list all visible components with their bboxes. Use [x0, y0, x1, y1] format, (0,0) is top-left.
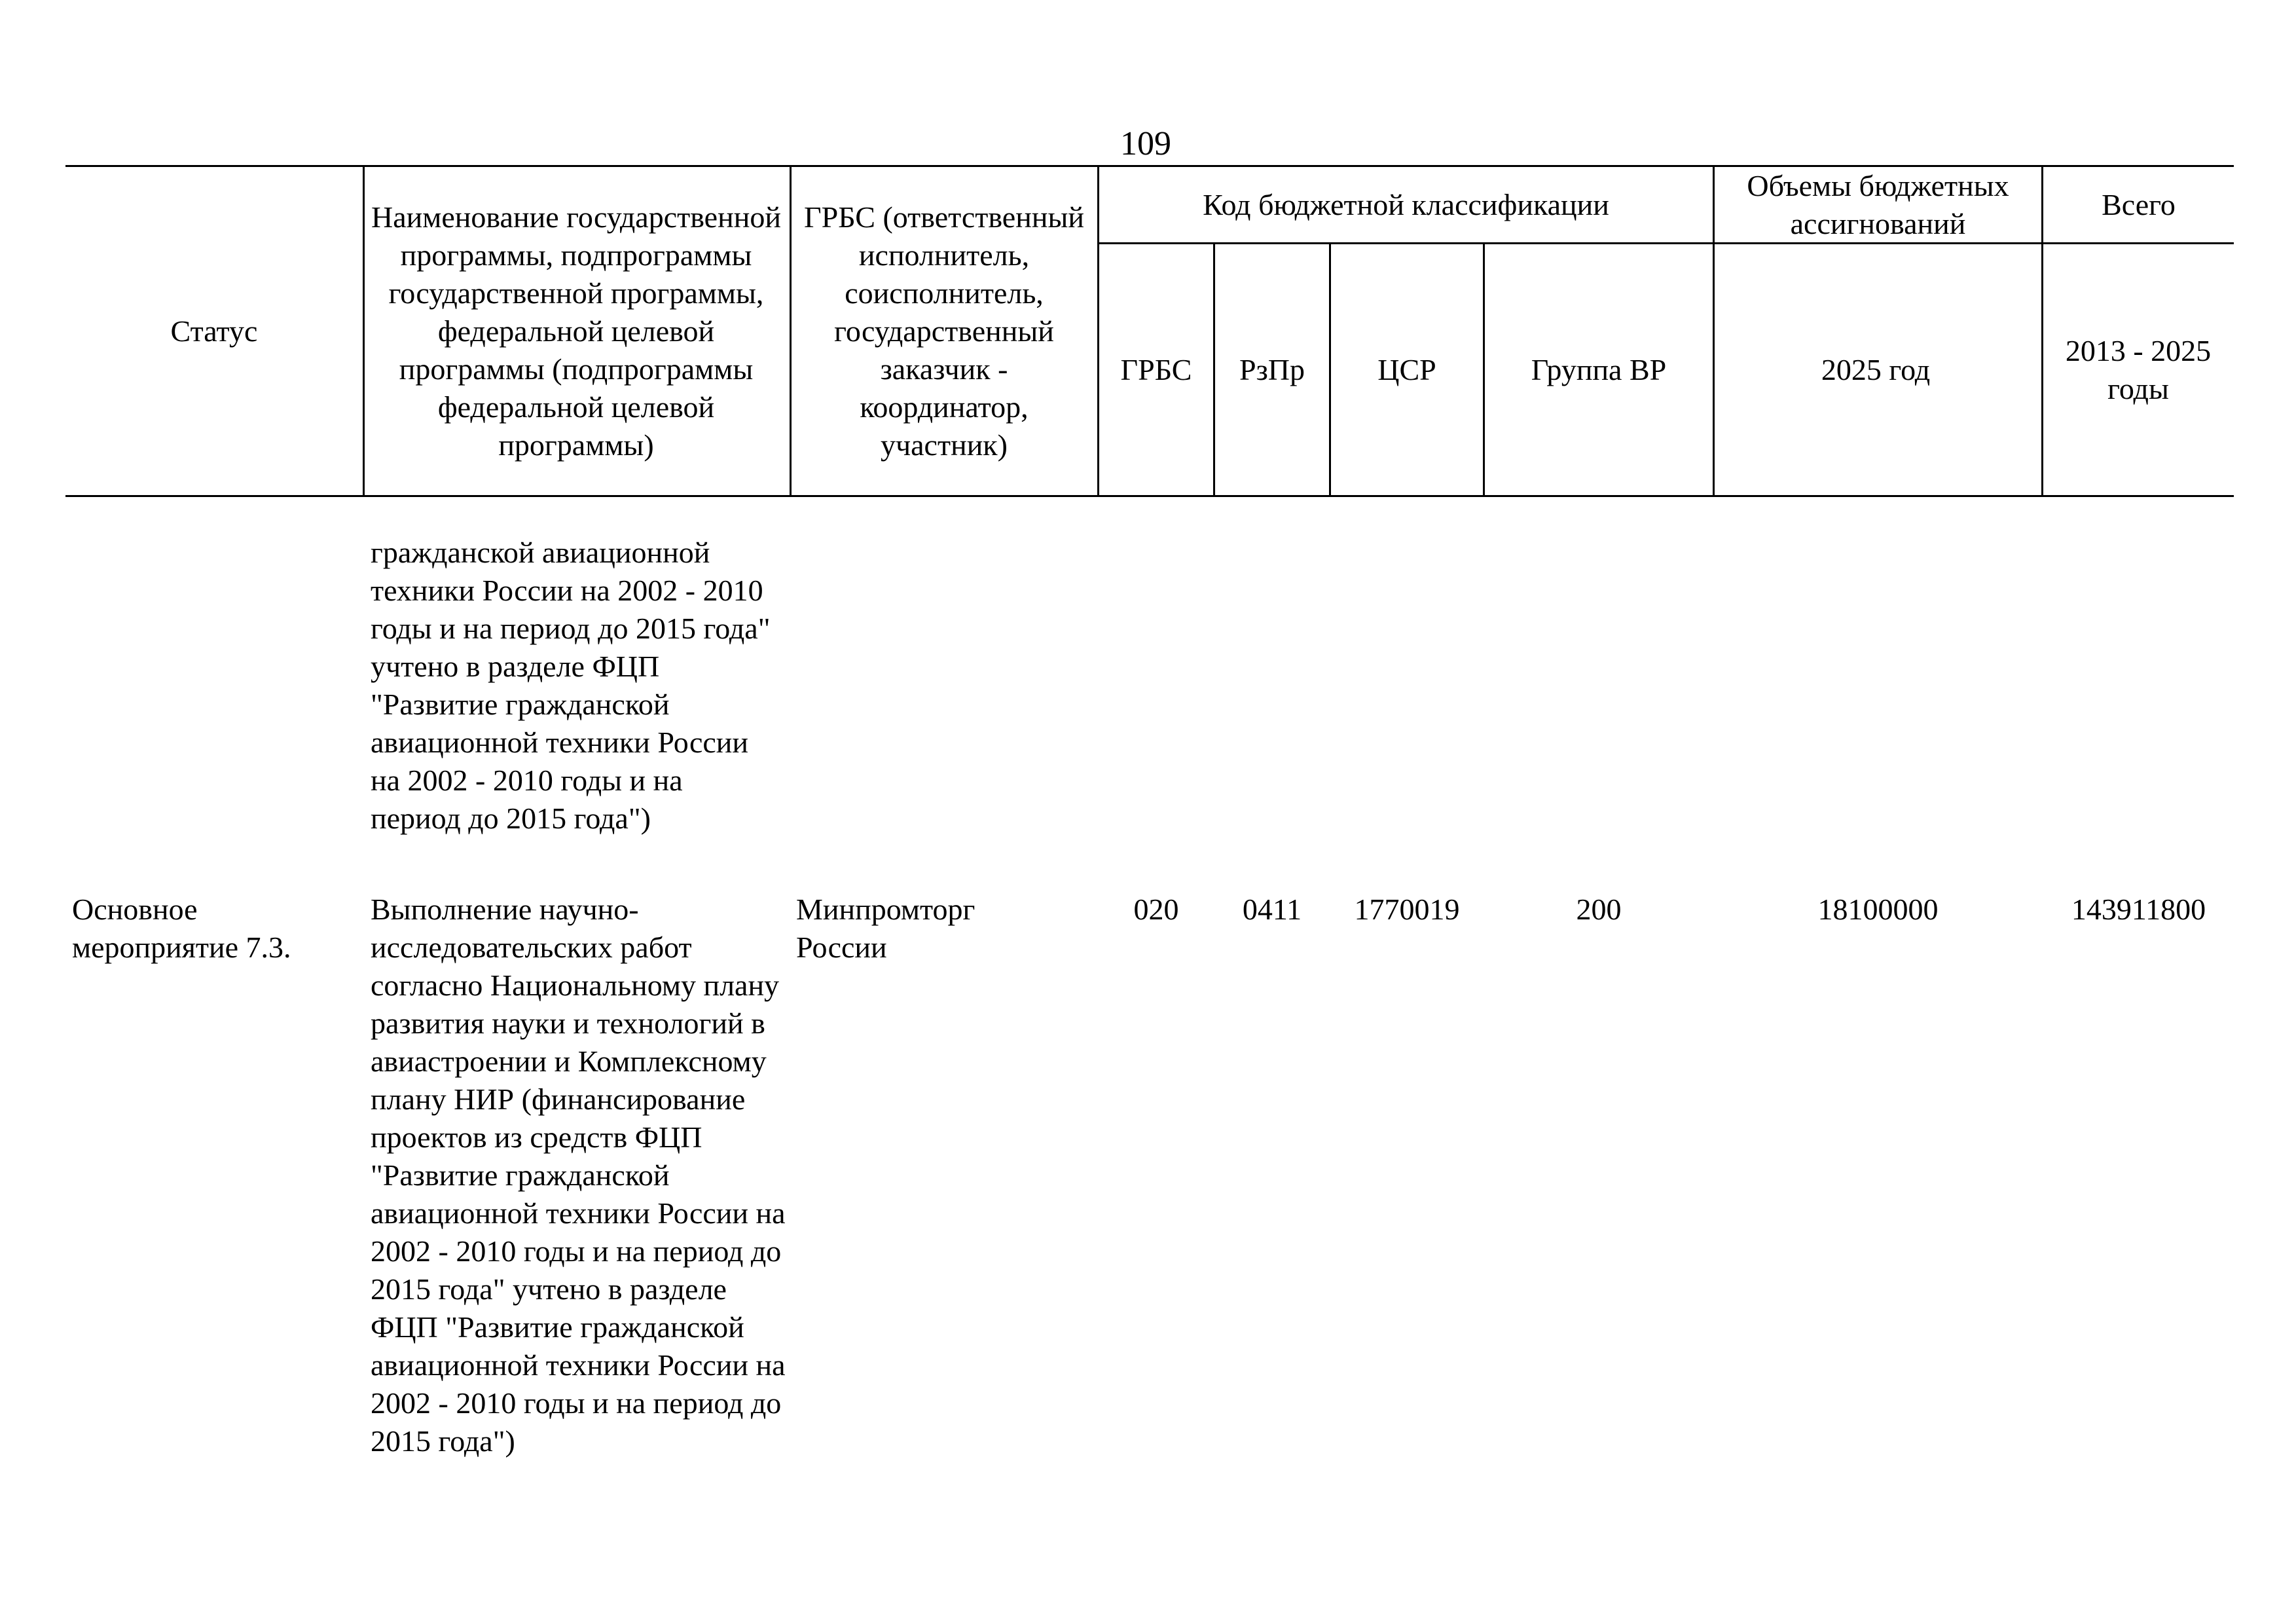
- header-budget-code: Код бюджетной классификации: [1203, 187, 1609, 221]
- header-grbs-responsible: ГРБС (ответственный исполнитель, соисполнитель, государственный заказчик - координатор, участник): [804, 200, 1084, 462]
- header-bottom-border: [65, 495, 2234, 497]
- row-amount-2025: 18100000: [1817, 893, 1939, 926]
- header-col-csr: ЦСР: [1377, 352, 1436, 386]
- header-years-total: 2013 - 2025 годы: [2065, 333, 2212, 405]
- header-status: Статус: [170, 314, 258, 348]
- row-vr: 200: [1576, 893, 1622, 926]
- header-name: Наименование государственной программы, подпрограммы государственной программы, федеральной целевой программы (подпрограммы федеральной целевой программы): [371, 200, 781, 462]
- header-col-rzpr: РзПр: [1239, 352, 1305, 386]
- header-col-grbs: ГРБС: [1120, 352, 1192, 386]
- header-col-vr: Группа ВР: [1531, 352, 1667, 386]
- column-divider: [790, 165, 792, 497]
- header-budget-volume: Объемы бюджетных ассигнований: [1747, 168, 2009, 240]
- header-year-2025: 2025 год: [1821, 352, 1931, 386]
- row-amount-total: 143911800: [2071, 893, 2206, 926]
- row-status: Основное мероприятие 7.3.: [72, 893, 291, 964]
- row-grbs: 020: [1133, 893, 1179, 926]
- row-name: Выполнение научно-исследовательских работ согласно Национальному плану развития науки и технологий в авиастроении и Комплексному плану НИР (финансирование проектов из средств ФЦП "Развитие гражданской авиационной техники России на 2002 - 2010 годы и на период до 2015 года" учтено в разделе ФЦП "Развитие гражданской авиационной техники России на 2002 - 2010 годы и на период до 2015 года"): [371, 893, 786, 1458]
- header-total: Всего: [2102, 187, 2176, 221]
- continuation-text: гражданской авиационной техники России на 2002 - 2010 годы и на период до 2015 года" учтено в разделе ФЦП "Развитие гражданской авиационной техники России на 2002 - 2010 годы и на период до 2015 года"): [371, 536, 771, 835]
- row-rzpr: 0411: [1242, 893, 1302, 926]
- column-divider: [363, 165, 365, 497]
- page-number: 109: [1120, 125, 1171, 162]
- row-csr: 1770019: [1354, 893, 1460, 926]
- row-grbs-name: Минпромторг России: [796, 893, 975, 964]
